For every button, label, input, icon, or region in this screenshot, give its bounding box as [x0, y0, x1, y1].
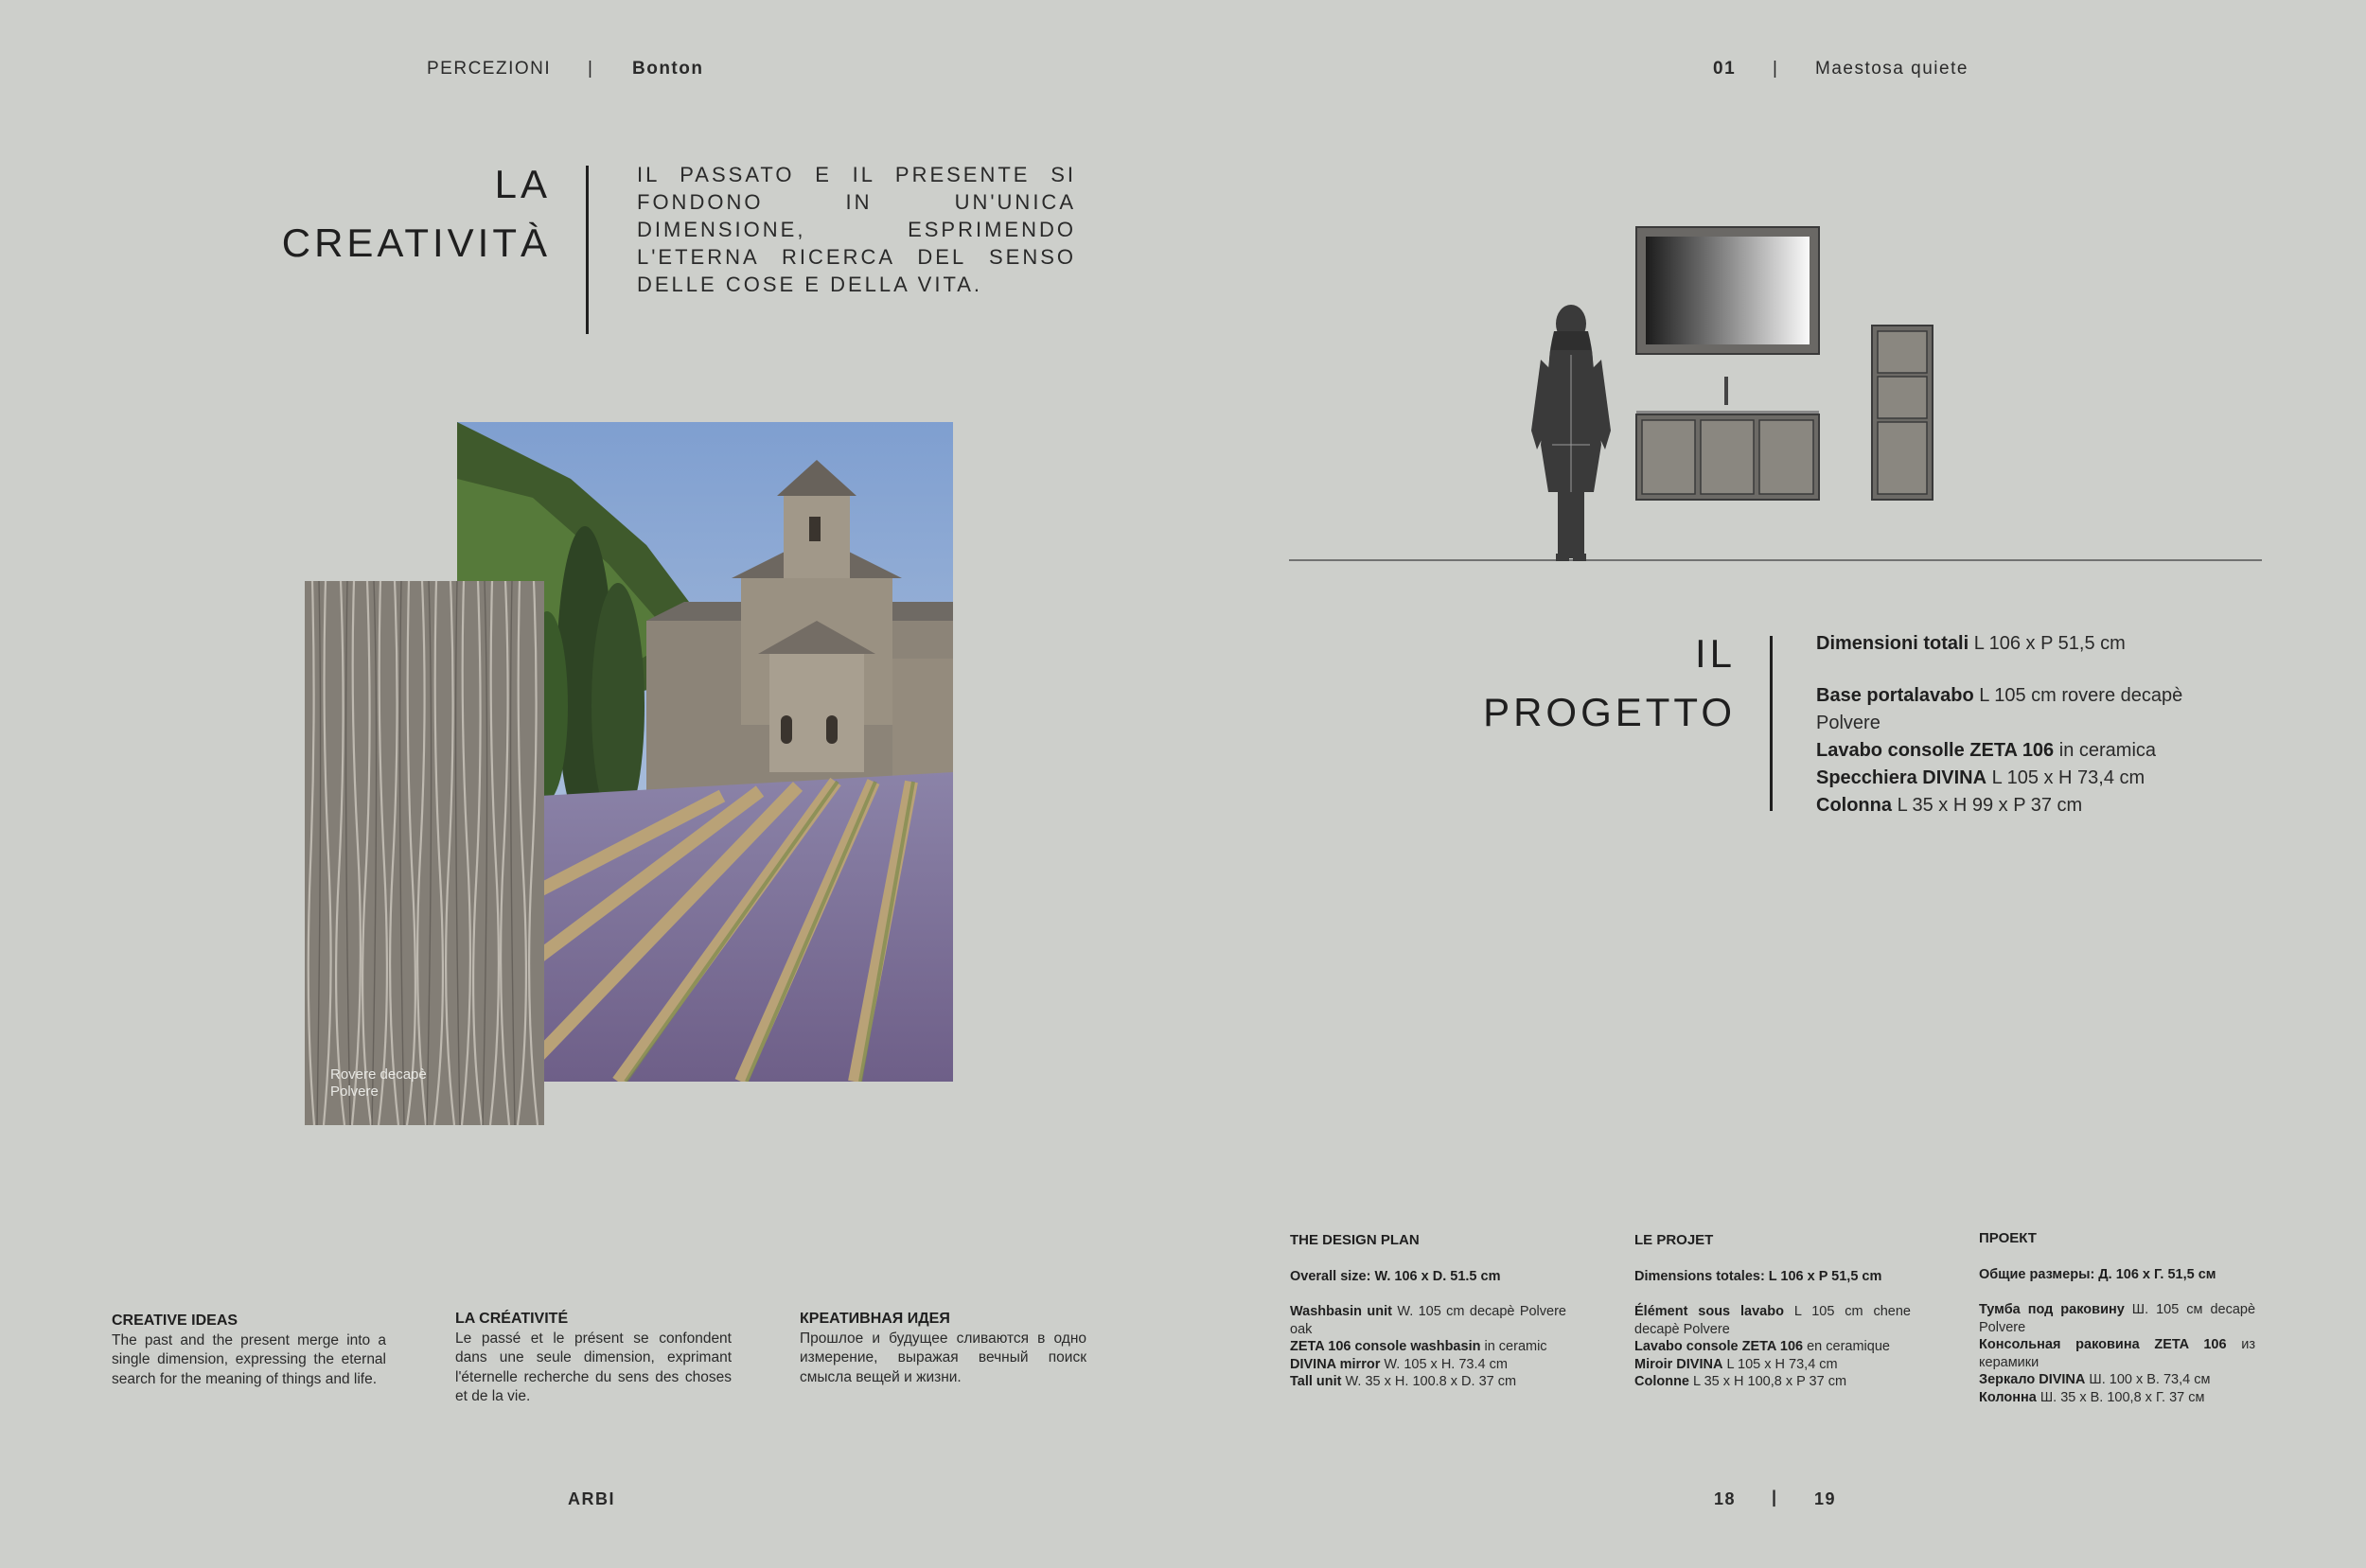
footer-separator: |	[1772, 1488, 1778, 1506]
header-section	[427, 59, 551, 79]
right-title: IL PROGETTO	[1483, 631, 1736, 734]
bathroom-set-illustration	[1289, 218, 2262, 596]
description-en: CREATIVE IDEAS The past and the present merge into a single dimension, expressing the eternal search for the meaning of things and life.	[112, 1313, 386, 1387]
page-number-right: 19	[1814, 1489, 1837, 1508]
swatch-caption: Rovere decapè Polvere	[330, 1066, 427, 1100]
chapter-number: 01	[1713, 59, 1737, 79]
spec-base: Base portalavabo L 105 cm rovere decapè Polvere	[1816, 685, 2183, 733]
spec-mirror: Specchiera DIVINA L 105 x H 73,4 cm	[1816, 767, 2145, 788]
project-specs	[1816, 630, 2214, 819]
spec-total: Dimensioni totali L 106 x P 51,5 cm	[1816, 633, 2126, 654]
brand-footer: ARBI	[568, 1489, 615, 1508]
spec-column: Colonna L 35 x H 99 x P 37 cm	[1816, 795, 2083, 816]
wood-grain-texture	[305, 581, 544, 1125]
left-title: LA CREATIVITÀ	[281, 162, 551, 265]
section-label: PERCEZIONI	[427, 59, 552, 79]
title-divider-right	[1770, 636, 1773, 811]
header-separator-left: |	[588, 59, 594, 79]
plan-ru: ПРОЕКТ Общие размеры: Д. 106 x Г. 51,5 см Тумба под раковину Ш. 105 см decapè Polvere Консольная раковина ZETA 106 из керамики Зеркало DIVINA Ш. 100 x В. 73,4 см Колонна Ш. 35 x В. 100,8 x Г. 37 см	[1979, 1230, 2256, 1405]
product-drawing	[1289, 218, 2262, 596]
chapter-title: Maestosa quiete	[1815, 59, 1969, 79]
wood-swatch	[305, 581, 544, 1125]
intro-text: IL PASSATO E IL PRESENTE SI FONDONO IN UN'UNICA DIMENSIONE, ESPRIMENDO L'ETERNA RICERCA DEL SENSO DELLE COSE E DELLA VITA.	[637, 163, 1076, 296]
spec-lavabo: Lavabo consolle ZETA 106 in ceramica	[1816, 740, 2157, 761]
page-number-left: 18	[1714, 1489, 1737, 1508]
collection-name: Bonton	[632, 59, 704, 79]
header-separator-right: |	[1773, 59, 1779, 79]
title-divider-left	[586, 166, 589, 334]
description-fr: LA CRÉATIVITÉ Le passé et le présent se confondent dans une seule dimension, exprimant l'éternelle recherche du sens des choses et de la vie.	[455, 1311, 732, 1404]
plan-en: THE DESIGN PLAN Overall size: W. 106 x D. 51.5 cm Washbasin unit W. 105 cm decapè Polvere oak ZETA 106 console washbasin in ceramic DIVINA mirror W. 105 x H. 73.4 cm Tall unit W. 35 x H. 100.8 x D. 37 cm	[1290, 1232, 1566, 1389]
plan-fr: LE PROJET Dimensions totales: L 106 x P 51,5 cm Élément sous lavabo L 105 cm chene decapè Polvere Lavabo console ZETA 106 en ceramique Miroir DIVINA L 105 x H 73,4 cm Colonne L 35 x H 100,8 x P 37 cm	[1634, 1232, 1911, 1389]
description-ru: КРЕАТИВНАЯ ИДЕЯ Прошлое и будущее сливаются в одно измерение, выражая вечный поиск смысла вещей и жизни.	[800, 1311, 1086, 1385]
